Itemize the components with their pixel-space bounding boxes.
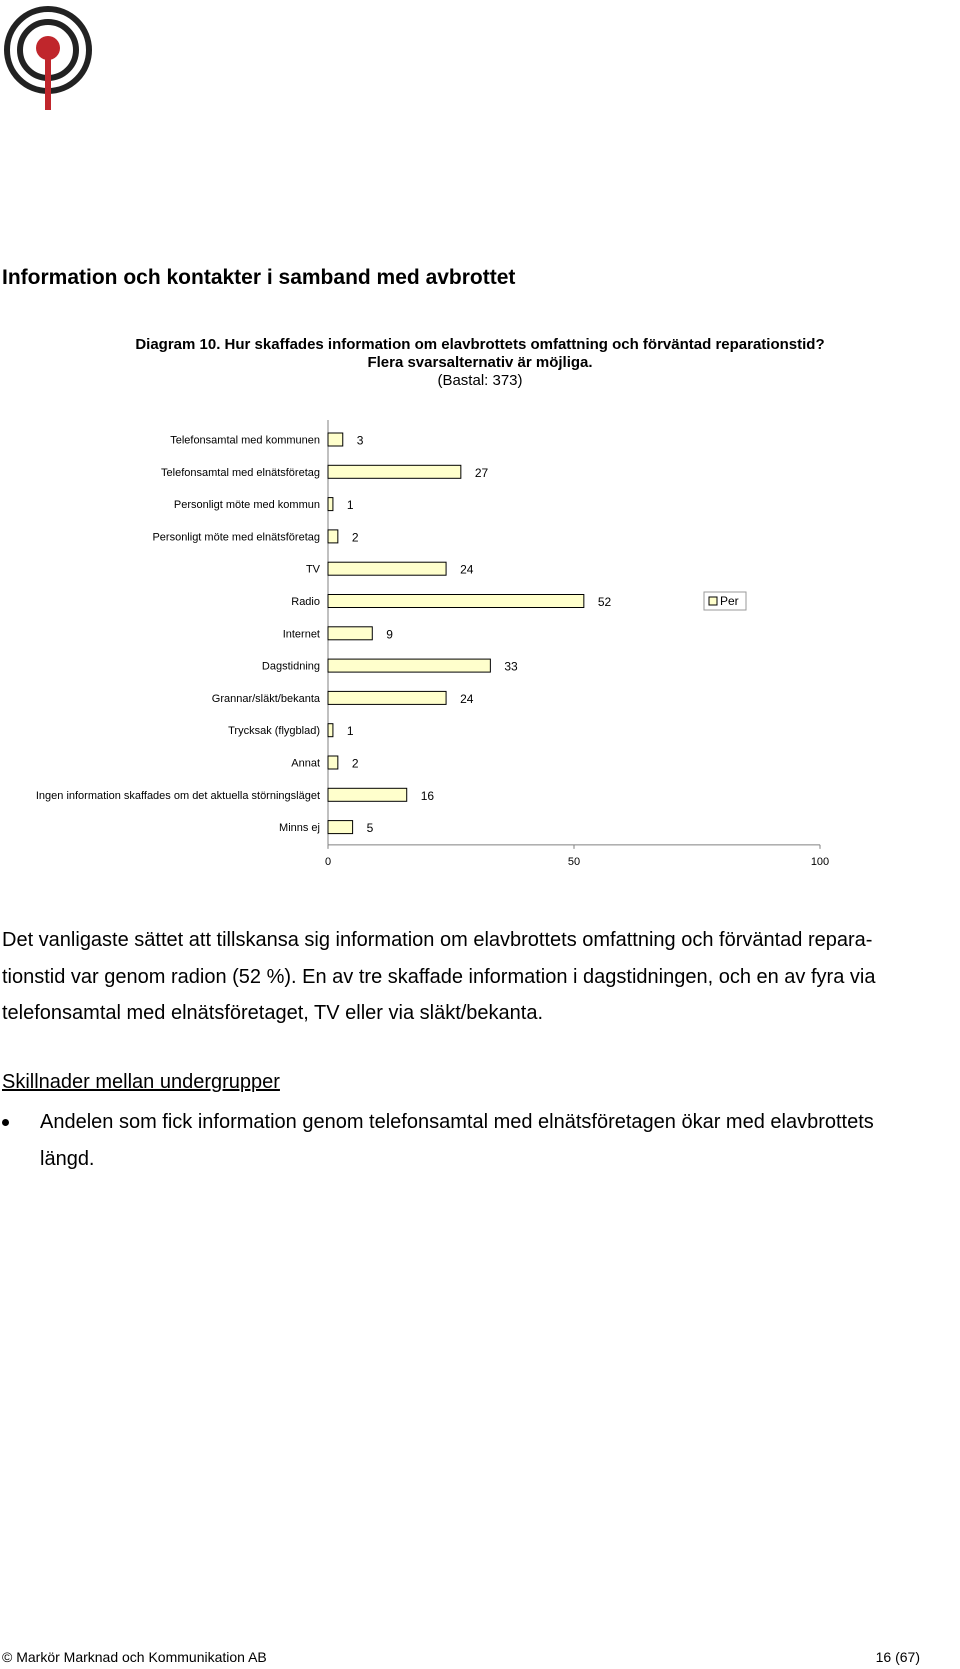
data-label: 3 bbox=[356, 433, 364, 448]
section-title: Information och kontakter i samband med avbrottet bbox=[2, 266, 516, 289]
footer-page-number: 16 (67) bbox=[875, 1649, 920, 1665]
data-label: 16 bbox=[420, 788, 435, 803]
category-label: Telefonsamtal med elnätsföretag bbox=[161, 466, 320, 479]
bar bbox=[328, 627, 372, 640]
data-label: 9 bbox=[386, 627, 393, 642]
bar bbox=[328, 465, 461, 478]
category-label: Telefonsamtal med kommunen bbox=[170, 434, 320, 447]
bar-chart bbox=[0, 420, 960, 880]
bar bbox=[328, 595, 584, 608]
target-pin-logo bbox=[2, 4, 94, 114]
data-label: 33 bbox=[504, 659, 518, 674]
x-tick-label: 50 bbox=[567, 855, 581, 868]
subheading: Skillnader mellan undergrupper bbox=[2, 1071, 280, 1093]
logo-pin-head bbox=[36, 36, 60, 60]
footer-copyright: © Markör Marknad och Kommunikation AB bbox=[2, 1649, 267, 1665]
category-label: TV bbox=[305, 563, 320, 576]
legend-label: Per bbox=[720, 594, 739, 608]
data-label: 1 bbox=[346, 498, 354, 513]
data-label: 24 bbox=[460, 562, 474, 577]
data-label: 5 bbox=[366, 821, 374, 836]
category-label: Ingen information skaffades om det aktuella störningsläget bbox=[35, 789, 320, 802]
legend-swatch bbox=[709, 597, 717, 605]
category-label: Annat bbox=[291, 757, 320, 770]
category-label: Minns ej bbox=[279, 822, 320, 835]
category-label: Trycksak (flygblad) bbox=[228, 725, 320, 738]
category-label: Grannar/släkt/bekanta bbox=[211, 692, 320, 705]
data-label: 52 bbox=[597, 595, 612, 609]
chart-caption-line-2: Flera svarsalternativ är möjliga. bbox=[367, 354, 593, 371]
bar bbox=[328, 562, 446, 575]
category-label: Internet bbox=[282, 628, 320, 641]
bullet-dot-icon bbox=[2, 1119, 9, 1126]
category-label: Personligt möte med elnätsföretag bbox=[152, 531, 320, 544]
x-tick-label: 100 bbox=[810, 855, 830, 868]
data-label: 1 bbox=[346, 724, 354, 739]
chart-caption-line-3: (Bastal: 373) bbox=[437, 372, 523, 389]
bar bbox=[328, 433, 343, 446]
bullet-item bbox=[0, 1104, 930, 1177]
category-label: Radio bbox=[291, 596, 320, 608]
bar bbox=[328, 756, 338, 769]
bullet-list bbox=[0, 1104, 930, 1177]
bar bbox=[328, 724, 333, 737]
bar bbox=[328, 788, 407, 801]
bar bbox=[328, 691, 446, 704]
x-tick-label: 0 bbox=[324, 855, 332, 868]
logo-pin-stem bbox=[45, 52, 51, 110]
bar bbox=[328, 659, 490, 672]
body-paragraph: Det vanligaste sättet att tillskansa sig information om elavbrottets omfattning och förväntad reparationstid var genom radion (52 %). En av tre skaffade information i dagstidningen, och en av fyra via telefonsamtal med elnätsföretaget, TV eller via släkt/bekanta. bbox=[2, 929, 876, 1024]
category-label: Dagstidning bbox=[261, 660, 320, 673]
category-label: Personligt möte med kommun bbox=[173, 499, 320, 512]
data-label: 24 bbox=[460, 691, 474, 706]
data-label: 2 bbox=[351, 756, 359, 771]
bullet-item-text: Andelen som fick information genom telefonsamtal med elnätsföretagen ökar med elavbrottets längd. bbox=[40, 1111, 874, 1170]
chart-caption-line-1: Diagram 10. Hur skaffades information om elavbrottets omfattning och förväntad reparationstid? bbox=[135, 336, 825, 353]
data-label: 27 bbox=[474, 465, 489, 480]
bar bbox=[328, 498, 333, 511]
bar bbox=[328, 821, 353, 834]
bar bbox=[328, 530, 338, 543]
chart-caption bbox=[0, 336, 960, 390]
data-label: 2 bbox=[351, 530, 359, 545]
